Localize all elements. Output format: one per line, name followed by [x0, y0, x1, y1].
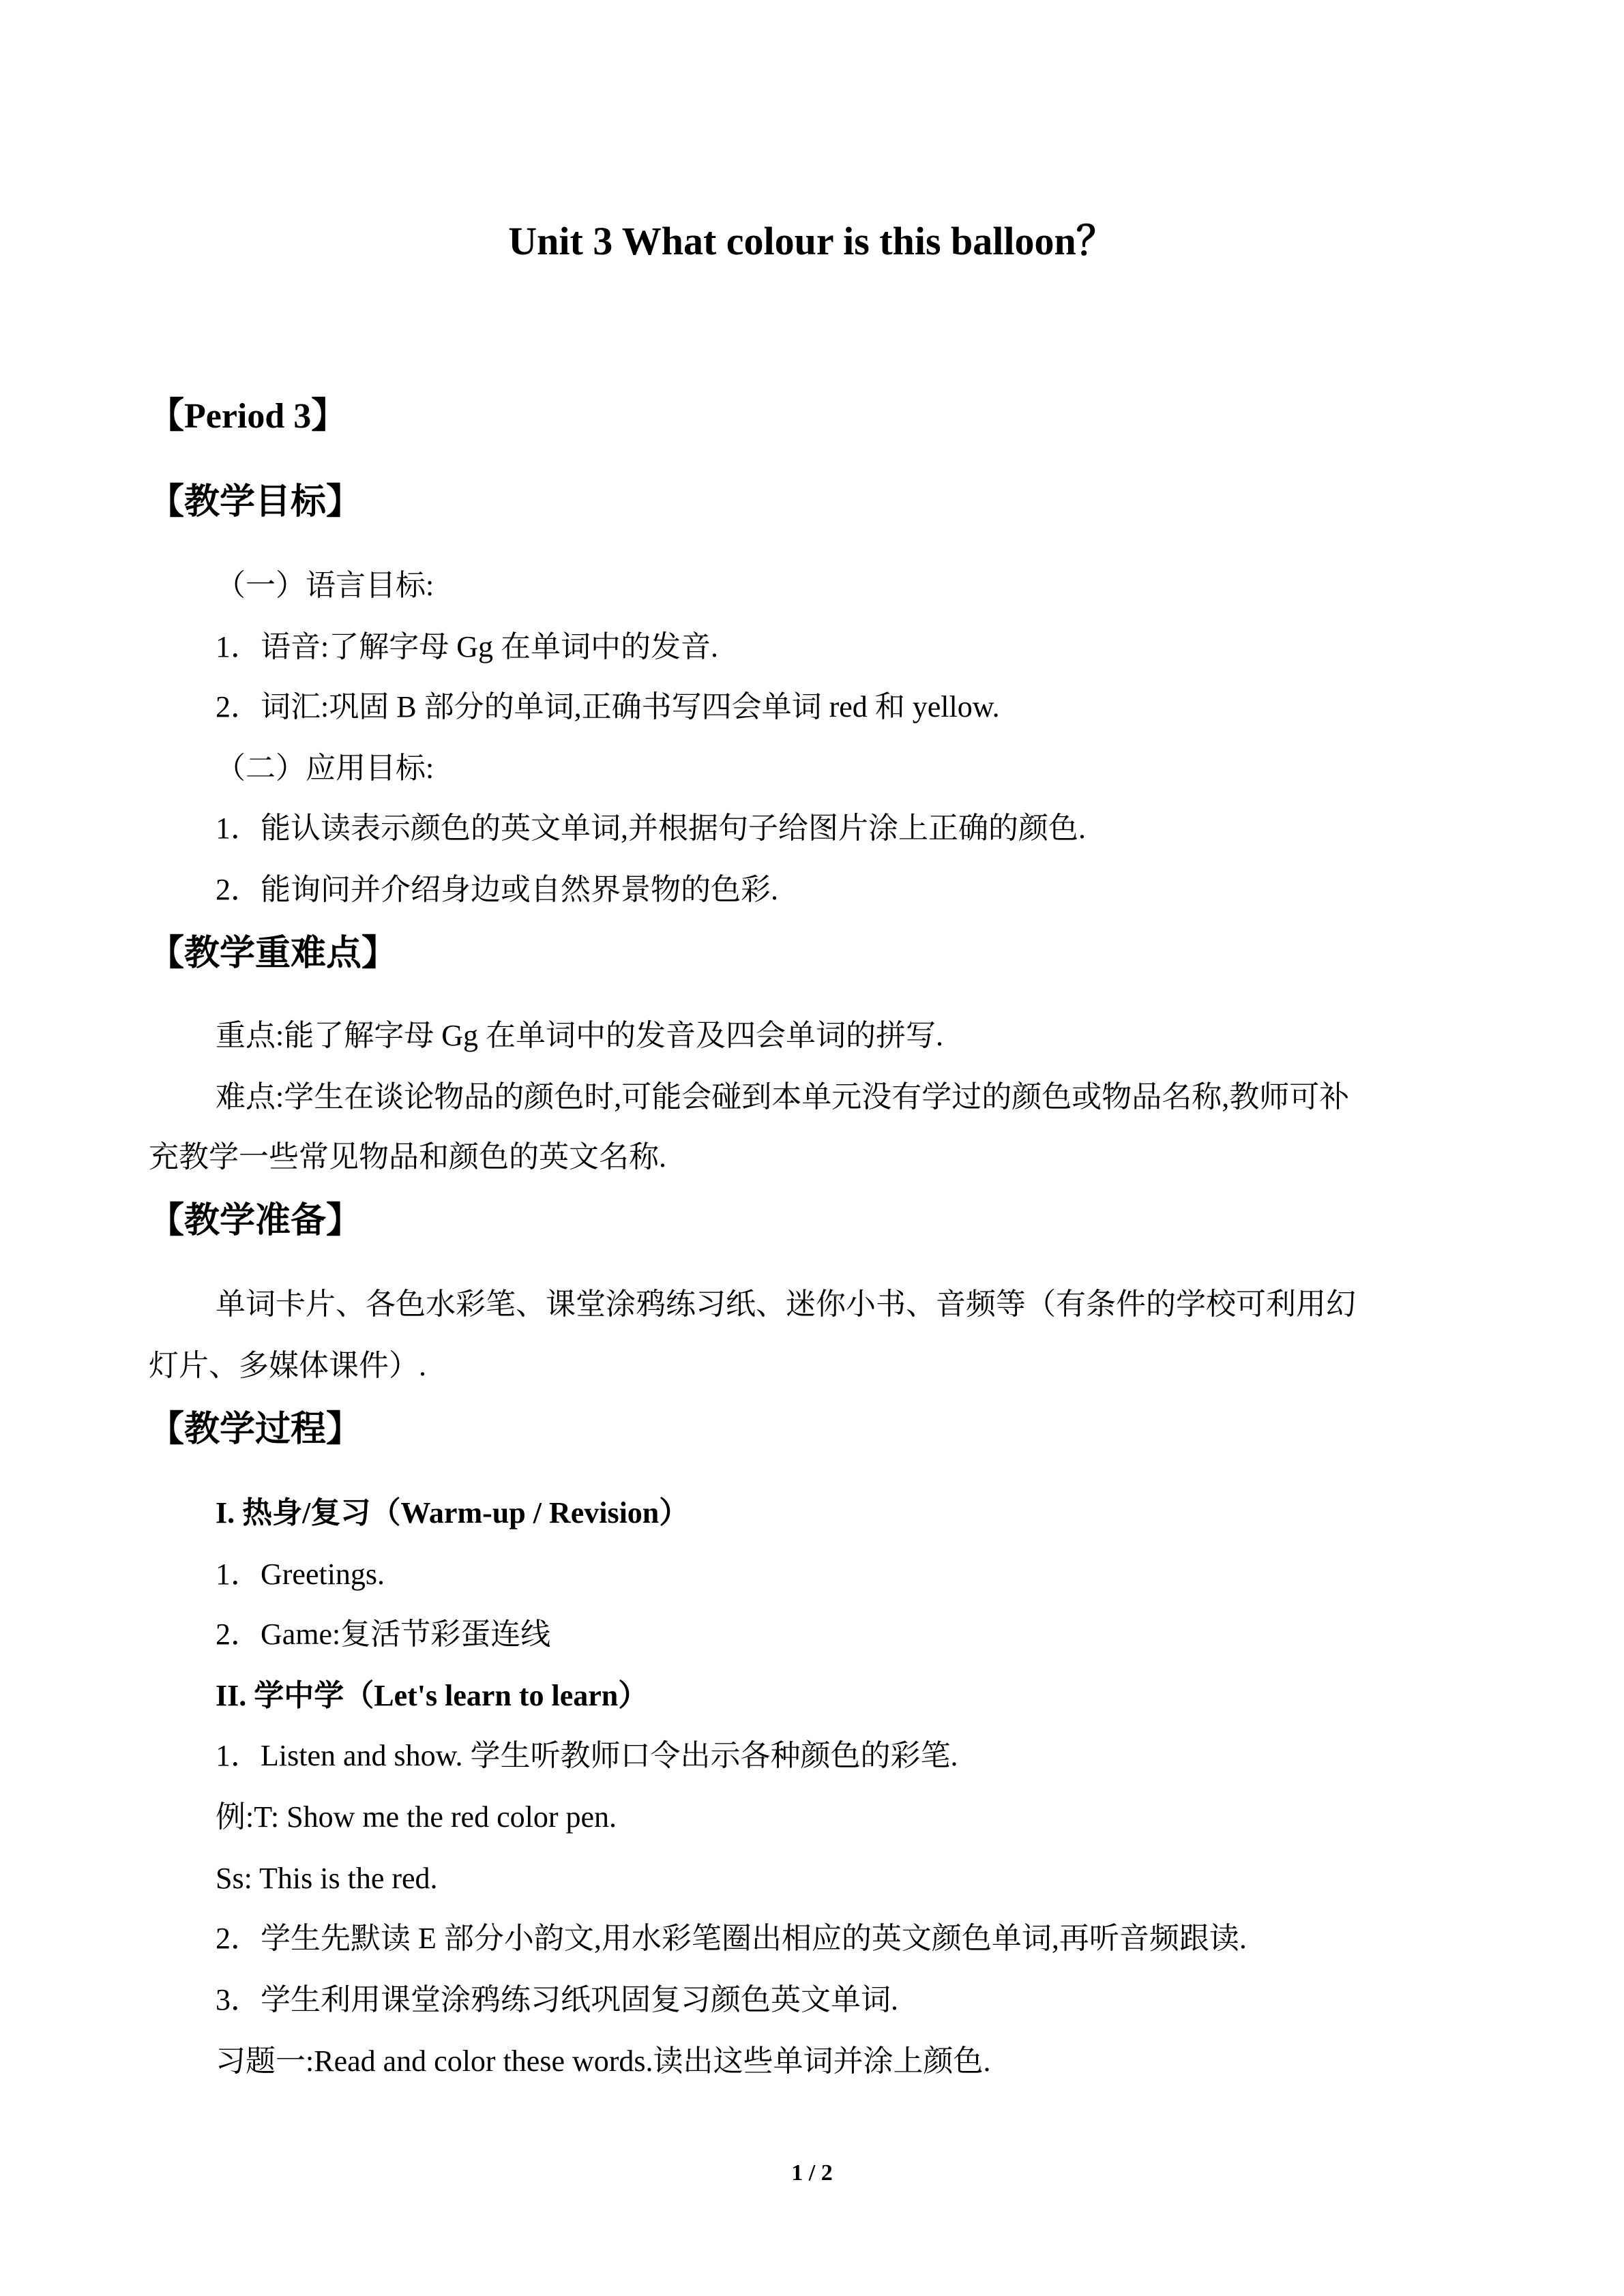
objectives-heading: 【教学目标】 [149, 483, 362, 522]
process-part-2-line-2: 例:T: Show me the red color pen. [216, 1800, 617, 1834]
process-part-1-item-2: 2．Game:复活节彩蛋连线 [216, 1617, 551, 1651]
application-item-1: 1．能认读表示颜色的英文单词,并根据句子给图片涂上正确的颜色. [216, 811, 1086, 845]
application-item-2: 2．能询问并介绍身边或自然界景物的色彩. [216, 873, 778, 906]
process-part-2-line-3: Ss: This is the red. [216, 1862, 438, 1895]
document-title: Unit 3 What colour is this balloon？ [508, 219, 1116, 263]
preparation-heading: 【教学准备】 [149, 1202, 362, 1240]
process-part-2-line-4: 2．学生先默读 E 部分小韵文,用水彩笔圈出相应的英文颜色单词,再听音频跟读. [216, 1922, 1247, 1955]
key-points-heading: 【教学重难点】 [149, 934, 398, 973]
difficult-point-line-2: 充教学一些常见物品和颜色的英文名称. [149, 1140, 666, 1174]
process-part-2-line-6: 习题一:Read and color these words.读出这些单词并涂上颜色. [216, 2044, 991, 2078]
language-goal-label: （一）语言目标: [216, 569, 434, 602]
period-heading: 【Period 3】 [149, 397, 347, 436]
process-part-1-item-1: 1．Greetings. [216, 1557, 385, 1591]
difficult-point-line-1: 难点:学生在谈论物品的颜色时,可能会碰到本单元没有学过的颜色或物品名称,教师可补 [216, 1080, 1350, 1114]
process-part-2-line-5: 3．学生利用课堂涂鸦练习纸巩固复习颜色英文单词. [216, 1983, 898, 2016]
preparation-line-2: 灯片、多媒体课件）. [149, 1349, 426, 1382]
application-goal-label: （二）应用目标: [216, 751, 434, 785]
key-point-text: 重点:能了解字母 Gg 在单词中的发音及四会单词的拼写. [216, 1019, 943, 1052]
process-heading: 【教学过程】 [149, 1410, 362, 1449]
process-part-1-title: I. 热身/复习（Warm-up / Revision） [216, 1496, 690, 1530]
process-part-2-title: II. 学中学（Let's learn to learn） [216, 1679, 649, 1712]
preparation-line-1: 单词卡片、各色水彩笔、课堂涂鸦练习纸、迷你小书、音频等（有条件的学校可利用幻 [216, 1287, 1356, 1321]
process-part-2-line-1: 1．Listen and show. 学生听教师口令出示各种颜色的彩笔. [216, 1739, 958, 1772]
language-item-2: 2．词汇:巩固 B 部分的单词,正确书写四会单词 red 和 yellow. [216, 690, 1000, 724]
language-item-1: 1．语音:了解字母 Gg 在单词中的发音. [216, 630, 718, 664]
page-number: 1 / 2 [791, 2160, 833, 2186]
